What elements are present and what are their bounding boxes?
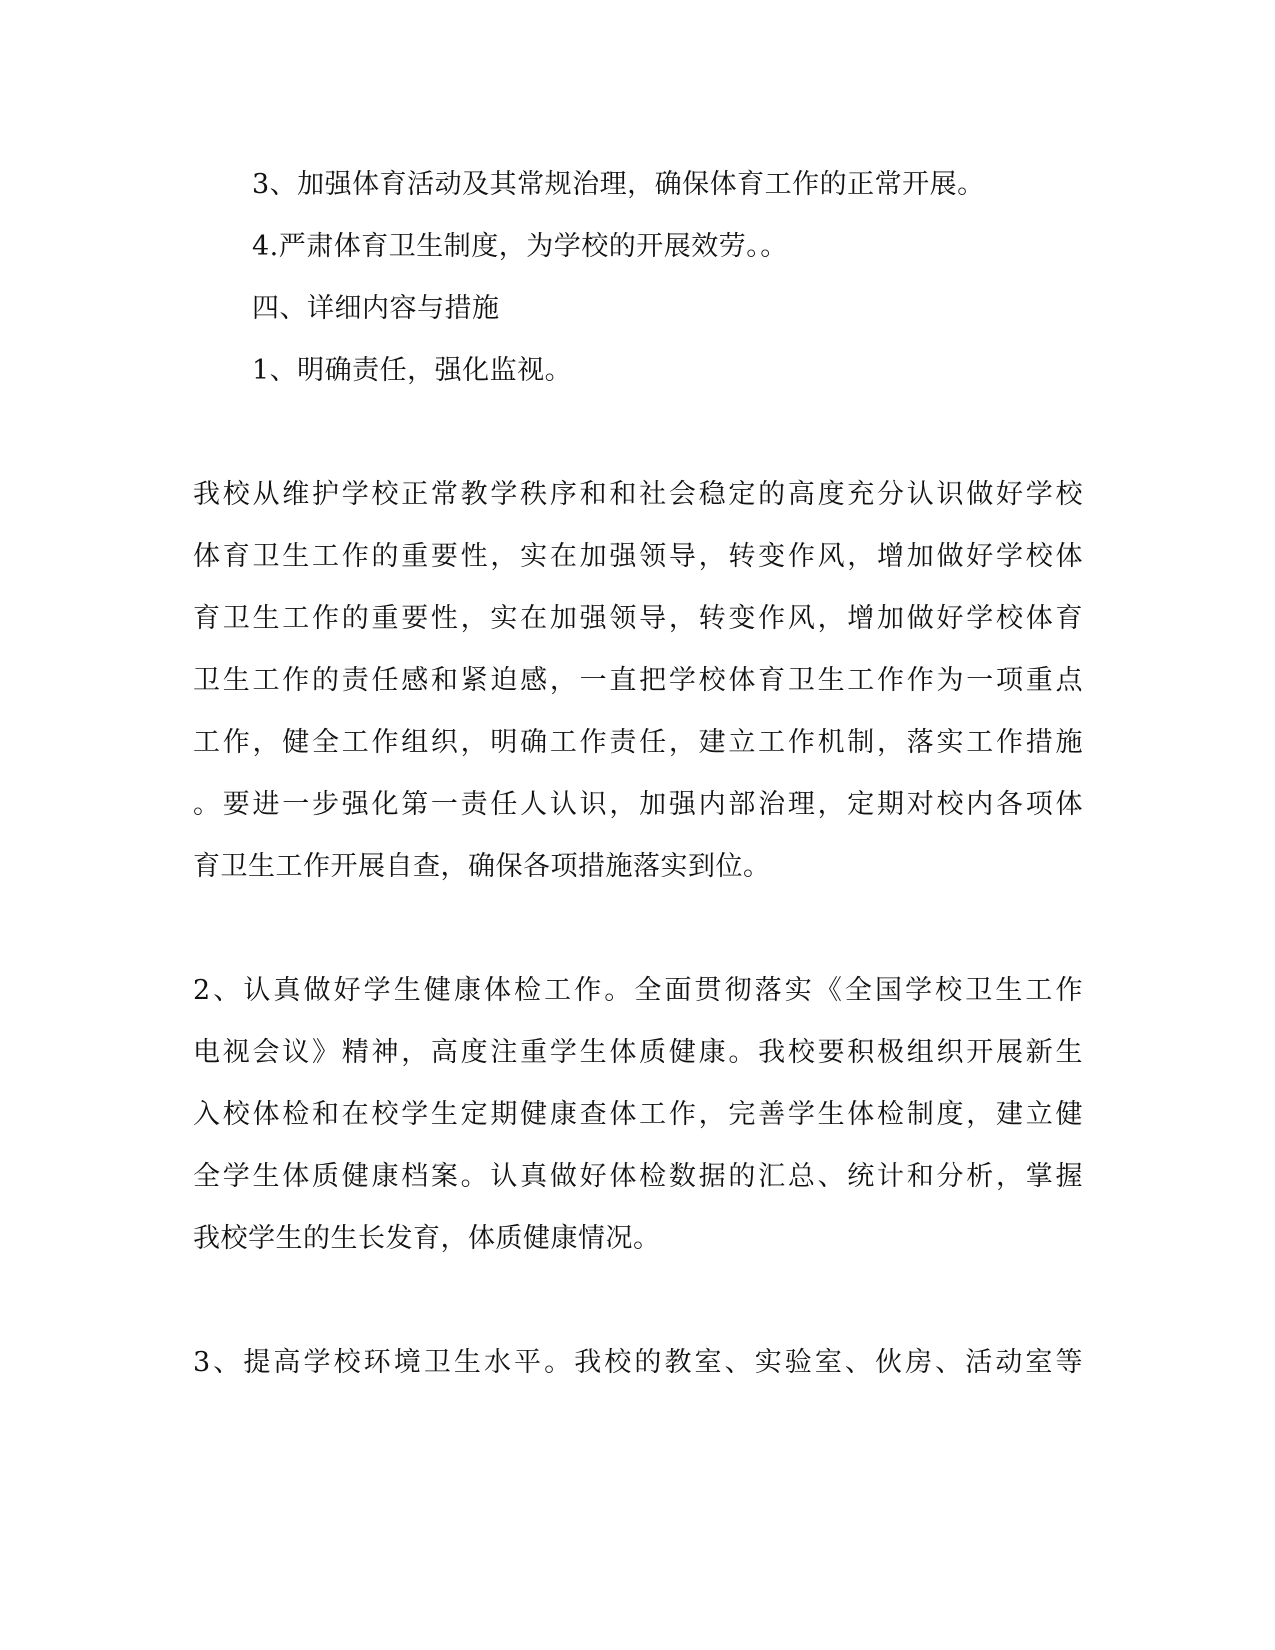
paragraph-line: 电视会议》精神，高度注重学生体质健康。我校要积极组织开展新生 <box>193 1037 1083 1068</box>
paragraph-line: 育卫生工作的重要性，实在加强领导，转变作风，增加做好学校体育 <box>193 603 1083 634</box>
paragraph-line: 全学生体质健康档案。认真做好体检数据的汇总、统计和分析，掌握 <box>193 1161 1083 1192</box>
paragraph-line: 3、提高学校环境卫生水平。我校的教室、实验室、伙房、活动室等 <box>193 1347 1083 1378</box>
paragraph-line: 入校体检和在校学生定期健康查体工作，完善学生体检制度，建立健 <box>193 1099 1083 1130</box>
section-heading: 四、详细内容与措施 <box>252 293 500 324</box>
paragraph-line: 育卫生工作开展自查，确保各项措施落实到位。 <box>193 851 771 882</box>
paragraph-line: 卫生工作的责任感和紧迫感，一直把学校体育卫生工作作为一项重点 <box>193 665 1083 696</box>
subsection-heading-1: 1、明确责任，强化监视。 <box>252 355 573 386</box>
paragraph-line: 我校从维护学校正常教学秩序和和社会稳定的高度充分认识做好学校 <box>193 479 1083 510</box>
heading-item-3: 3、加强体育活动及其常规治理，确保体育工作的正常开展。 <box>252 169 985 200</box>
paragraph-line: 工作，健全工作组织，明确工作责任，建立工作机制，落实工作措施 <box>193 727 1083 758</box>
paragraph-line: 2、认真做好学生健康体检工作。全面贯彻落实《全国学校卫生工作 <box>193 975 1083 1006</box>
paragraph-line: 我校学生的生长发育，体质健康情况。 <box>193 1223 661 1254</box>
heading-item-4: 4.严肃体育卫生制度，为学校的开展效劳。。 <box>252 231 788 262</box>
paragraph-line: 体育卫生工作的重要性，实在加强领导，转变作风，增加做好学校体 <box>193 541 1083 572</box>
paragraph-line: 。要进一步强化第一责任人认识，加强内部治理，定期对校内各项体 <box>193 789 1083 820</box>
